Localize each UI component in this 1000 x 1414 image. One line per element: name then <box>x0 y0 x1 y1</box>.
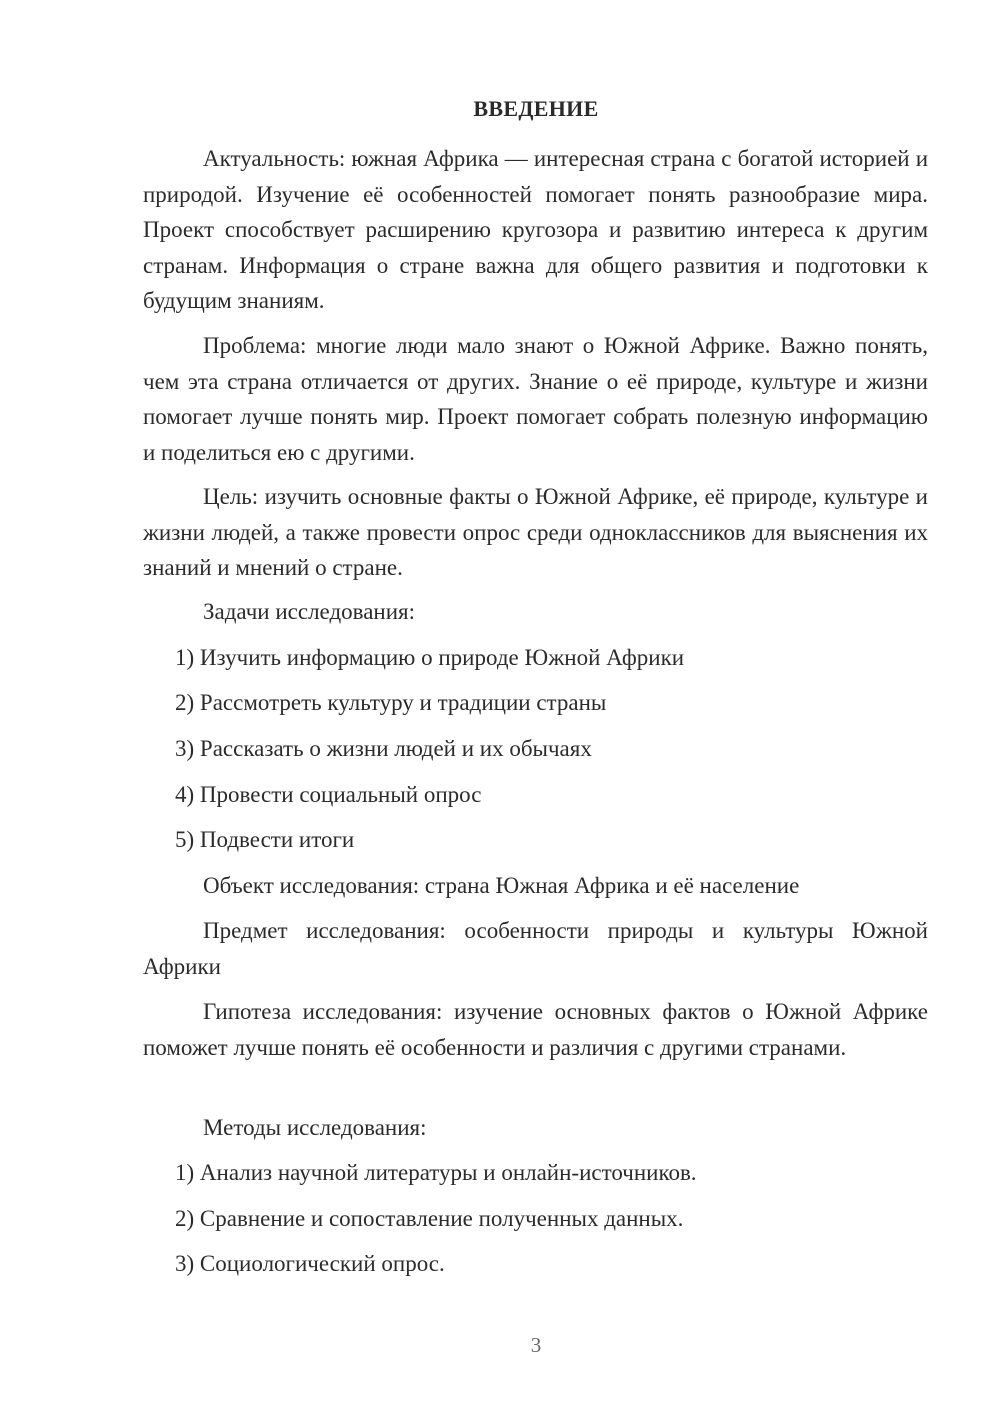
page-number: 3 <box>530 1333 542 1357</box>
task-item: 5) Подвести итоги <box>175 827 355 852</box>
subject-paragraph: Предмет исследования: особенности природы и культуры Южной Африки <box>143 918 928 979</box>
goal-paragraph: Цель: изучить основные факты о Южной Африке, её природе, культуре и жизни людей, а также провести опрос среди одноклассников для выяснения их знаний и мнений о стране. <box>143 484 928 580</box>
task-item: 3) Рассказать о жизни людей и их обычаях <box>175 736 592 761</box>
problem-paragraph: Проблема: многие люди мало знают о Южной Африке. Важно понять, чем эта страна отличается от других. Знание о её природе, культуре и жизни помогает лучше понять мир. Проект помогает собрать полезную информацию и поделиться ею с другими. <box>143 333 928 465</box>
tasks-heading: Задачи исследования: <box>203 599 416 624</box>
hypothesis-paragraph: Гипотеза исследования: изучение основных фактов о Южной Африке поможет лучше понять её особенности и различия с другими странами. <box>143 999 928 1060</box>
task-item: 2) Рассмотреть культуру и традиции страны <box>175 690 607 715</box>
method-item: 1) Анализ научной литературы и онлайн-источников. <box>175 1160 697 1185</box>
method-item: 3) Социологический опрос. <box>175 1251 445 1276</box>
methods-heading: Методы исследования: <box>203 1115 427 1140</box>
section-heading: ВВЕДЕНИЕ <box>473 96 599 121</box>
task-item: 1) Изучить информацию о природе Южной Африки <box>175 645 685 670</box>
relevance-paragraph: Актуальность: южная Африка — интересная страна с богатой историей и природой. Изучение её особенностей помогает понять разнообразие мира. Проект способствует расширению кругозора и развитию интереса к другим странам. Информация о стране важна для общего развития и подготовки к будущим знаниям. <box>143 146 928 313</box>
object-line: Объект исследования: страна Южная Африка и её население <box>203 873 800 898</box>
method-item: 2) Сравнение и сопоставление полученных данных. <box>175 1206 684 1231</box>
task-item: 4) Провести социальный опрос <box>175 782 482 807</box>
